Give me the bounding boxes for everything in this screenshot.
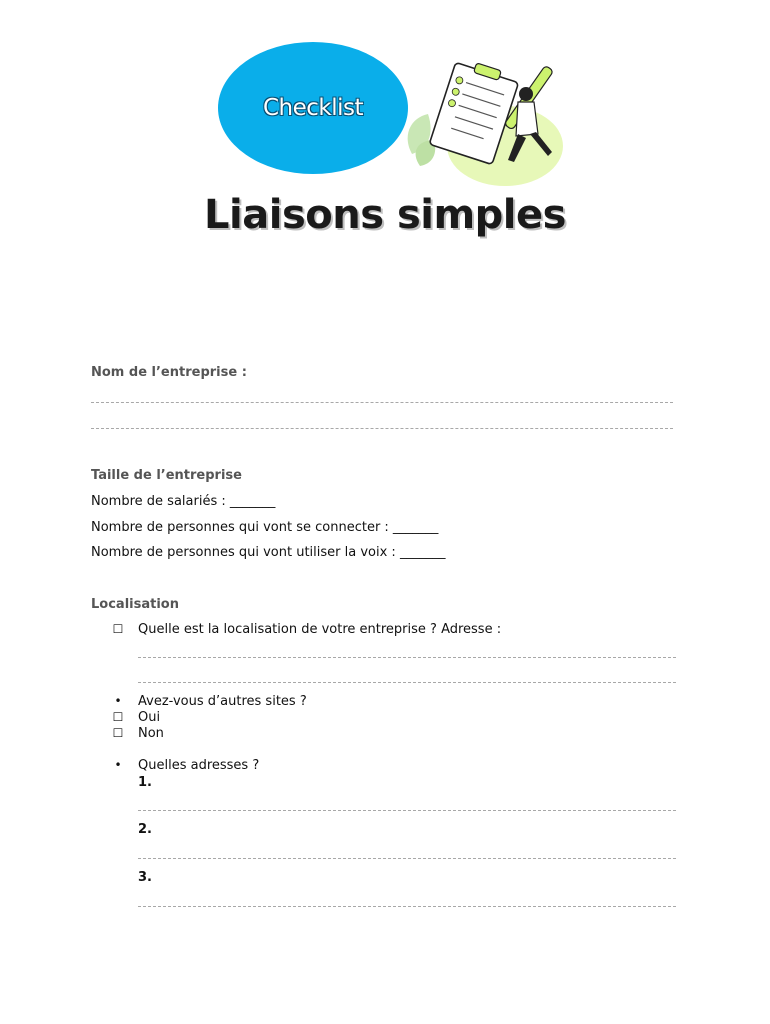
address-line-2[interactable] [138, 682, 676, 683]
address-item-line-3[interactable] [138, 906, 676, 907]
connect-count-field[interactable]: Nombre de personnes qui vont se connecter : _______ [91, 520, 439, 535]
location-label: Localisation [91, 597, 179, 612]
no-option-label: Non [138, 726, 164, 741]
address-question: Quelle est la localisation de votre entreprise ? Adresse : [138, 622, 502, 637]
yes-checkbox[interactable]: ☐ [112, 710, 124, 724]
page-title: Liaisons simples [204, 192, 566, 238]
company-name-line-2[interactable] [91, 428, 673, 429]
person-with-clipboard-checklist-illustration [400, 56, 575, 191]
employees-count-field[interactable]: Nombre de salariés : _______ [91, 494, 276, 509]
address-checkbox[interactable]: ☐ [112, 622, 124, 636]
bullet-icon: • [114, 694, 122, 708]
address-item-number: 1. [138, 775, 152, 790]
address-item-line-2[interactable] [138, 858, 676, 859]
company-name-line-1[interactable] [91, 402, 673, 403]
other-sites-question: Avez-vous d’autres sites ? [138, 694, 307, 709]
voice-count-field[interactable]: Nombre de personnes qui vont utiliser la voix : _______ [91, 545, 446, 560]
addresses-question: Quelles adresses ? [138, 758, 260, 773]
address-item-line-1[interactable] [138, 810, 676, 811]
company-size-label: Taille de l’entreprise [91, 468, 242, 483]
no-checkbox[interactable]: ☐ [112, 726, 124, 740]
company-name-label: Nom de l’entreprise : [91, 365, 247, 380]
badge-text: Checklist [262, 95, 364, 121]
checklist-badge [218, 42, 408, 174]
bullet-icon: • [114, 758, 122, 772]
yes-option-label: Oui [138, 710, 161, 725]
address-item-number: 3. [138, 870, 152, 885]
address-item-number: 2. [138, 822, 152, 837]
address-line-1[interactable] [138, 657, 676, 658]
